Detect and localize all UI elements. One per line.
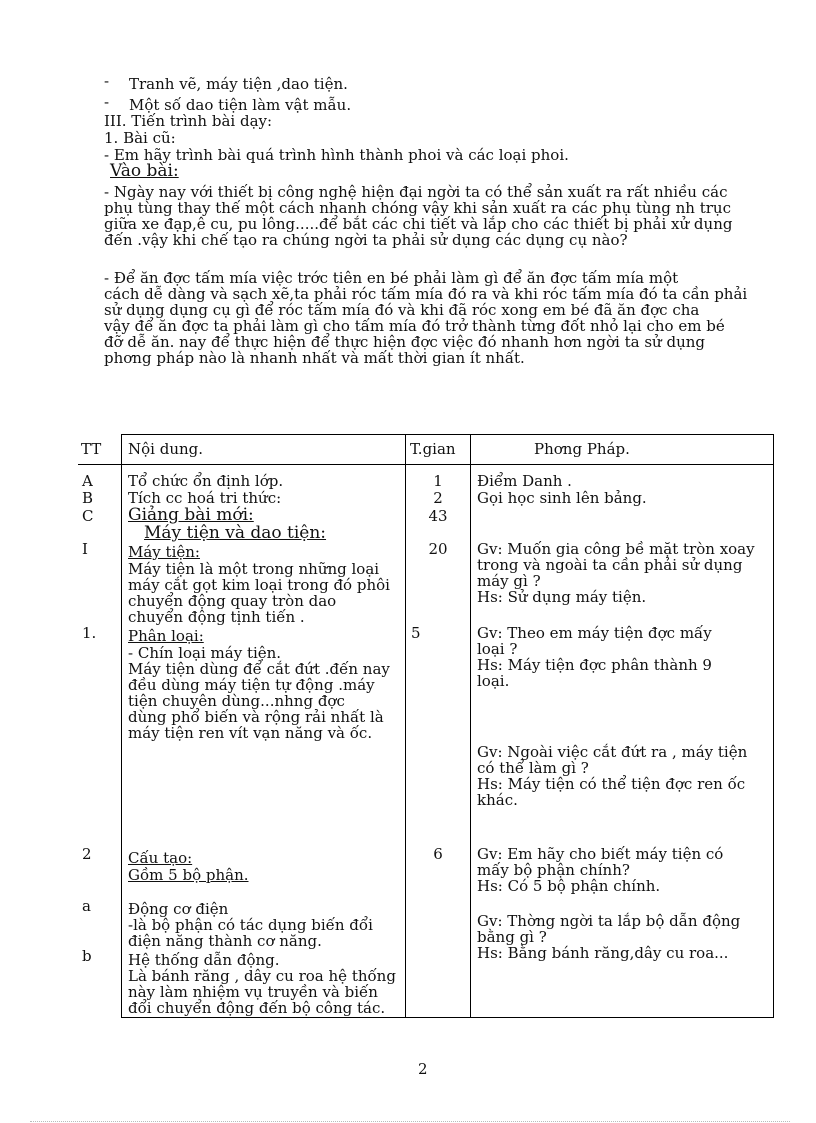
method-line: Hs: Máy tiện có thể tiện đợc ren ốc (477, 775, 746, 793)
paragraph-line: - Ngày nay với thiết bị công nghệ hiện đại ngời ta có thể sản xuất ra rất nhiều các (104, 183, 728, 201)
old-lesson-question: - Em hãy trình bài quá trình hình thành phoi và các loại phoi. (104, 146, 569, 164)
method-paragraph (477, 541, 755, 605)
table-right-border (773, 434, 774, 1018)
content-line: Máy tiện dùng để cắt đứt .đến nay (128, 660, 390, 678)
content-line: Động cơ điện (128, 900, 229, 918)
old-lesson-heading: 1. Bài cũ: (104, 129, 176, 147)
method-paragraph (477, 913, 740, 961)
row-label: 1. (82, 624, 97, 642)
content-paragraph (128, 645, 390, 741)
method-line: máy gì ? (477, 572, 541, 590)
page-number: 2 (418, 1060, 428, 1078)
content-title: Phân loại: (128, 627, 204, 645)
paragraph-line: - Để ăn đợc tấm mía việc trớc tiên en bé phải làm gì để ăn đợc tấm mía một (104, 269, 679, 287)
time-value: 6 (433, 845, 443, 863)
time-value: 1 (433, 472, 443, 490)
content-paragraph (128, 952, 396, 1016)
content-line: tiện chuyên dùng...nhng đợc (128, 692, 345, 710)
paragraph-line: phụ tùng thay thế một cách nhanh chóng vậy khi sản xuất ra các phụ tùng nh trục (104, 199, 731, 217)
table-column-divider (121, 434, 122, 1018)
content-title: Cấu tạo: (128, 849, 193, 867)
paragraph-line: cách dễ dàng và sạch xẽ,ta phải róc tấm mía đó ra và khi róc tấm mía đó ta cần phải (104, 285, 748, 303)
new-lesson-heading: Vào bài: (110, 161, 179, 181)
content-line: điện năng thành cơ năng. (128, 932, 322, 950)
bullet-item: Một số dao tiện làm vật mẫu. (129, 96, 352, 114)
method-line: Hs: Bằng bánh răng,dây cu roa... (477, 944, 729, 962)
content-title: Máy tiện: (128, 543, 200, 561)
content-line: dùng phổ biến và rộng rải nhất là (128, 708, 384, 726)
method-line: Hs: Có 5 bộ phận chính. (477, 877, 661, 895)
method-line: Gv: Muốn gia công bề mặt tròn xoay (477, 540, 755, 558)
method-line: Gv: Thờng ngời ta lắp bộ dẫn động (477, 912, 741, 930)
content-line: này làm nhiệm vụ truyền và biến (128, 983, 378, 1001)
paragraph-line: phơng pháp nào là nhanh nhất và mất thời gian ít nhất. (104, 349, 525, 367)
row-label: 2 (82, 845, 92, 863)
method-line: loại ? (477, 640, 518, 658)
content-item: Tích cc hoá tri thức: (128, 489, 282, 507)
page-edge-divider (30, 1121, 790, 1122)
table-top-border (121, 434, 774, 435)
row-label: a (82, 897, 91, 915)
content-line: Là bánh răng , dây cu roa hệ thống (128, 967, 396, 985)
paragraph-line: đến .vậy khi chế tạo ra chúng ngời ta phải sử dụng các dụng cụ nào? (104, 231, 628, 249)
method-line: Gv: Theo em máy tiện đợc mấy (477, 624, 712, 642)
content-line: máy tiện ren vít vạn năng và ốc. (128, 724, 373, 742)
method-line: khác. (477, 791, 518, 809)
content-item: Tổ chức ổn định lớp. (128, 472, 284, 490)
paragraph-line: sử dụng dụng cụ gì để róc tấm mía đó và khi đã róc xong em bé đã ăn đợc cha (104, 301, 700, 319)
content-line: Máy tiện là một trong những loại (128, 560, 380, 578)
header-time: T.gian (410, 440, 456, 458)
row-label: I (82, 540, 88, 558)
row-label: C (82, 507, 94, 525)
method-paragraph (477, 846, 723, 894)
content-line: đều dùng máy tiện tự động .máy (128, 676, 375, 694)
content-subheading: Máy tiện và dao tiện: (144, 523, 327, 543)
table-column-divider (470, 434, 471, 1018)
method-line: loại. (477, 672, 510, 690)
time-value: 43 (428, 507, 448, 525)
header-tt: TT (81, 440, 102, 458)
time-value: 5 (411, 624, 421, 642)
method-line: có thể làm gì ? (477, 759, 589, 777)
content-line: đổi chuyển động đến bộ công tác. (128, 999, 386, 1017)
method-paragraph (477, 744, 747, 808)
content-paragraph (128, 561, 390, 625)
content-line: -là bộ phận có tác dụng biến đổi (128, 916, 373, 934)
row-label: B (82, 489, 94, 507)
paragraph-line: vậy để ăn đợc ta phải làm gì cho tấm mía đó trở thành từng đốt nhỏ lại cho em bé (104, 317, 725, 335)
table-bottom-border (121, 1017, 774, 1018)
method-line: Gv: Em hãy cho biết máy tiện có (477, 845, 724, 863)
time-value: 20 (428, 540, 448, 558)
method-item: Điểm Danh . (477, 472, 572, 490)
method-line: trong và ngoài ta cần phải sử dụng (477, 556, 743, 574)
bullet-item: Tranh vẽ, máy tiện ,dao tiện. (129, 75, 348, 93)
method-line: bằng gì ? (477, 928, 547, 946)
method-paragraph (477, 625, 712, 689)
method-line: Gv: Ngoài việc cắt đứt ra , máy tiện (477, 743, 748, 761)
table-header-border (78, 464, 774, 465)
bullet-dash: - (104, 93, 110, 111)
time-value: 2 (433, 489, 443, 507)
content-line: Hệ thống dẫn động. (128, 951, 280, 969)
method-line: Hs: Sử dụng máy tiện. (477, 588, 647, 606)
paragraph-line: giữa xe đạp,ê cu, pu lông.....để bắt các chi tiết và lắp cho các thiết bị phải xử dụng (104, 215, 733, 233)
content-subtitle: Gồm 5 bộ phận. (128, 866, 249, 884)
content-line: - Chín loại máy tiện. (128, 644, 282, 662)
paragraph-line: đỡ dễ ăn. nay để thực hiện để thực hiện đợc việc đó nhanh hơn ngời ta sử dụng (104, 333, 705, 351)
method-item: Gọi học sinh lên bảng. (477, 489, 647, 507)
content-line: máy cắt gọt kim loại trong đó phôi (128, 576, 390, 594)
intro-paragraph-1 (104, 184, 732, 248)
intro-paragraph-2 (104, 270, 747, 366)
section-heading: III. Tiến trình bài dạy: (104, 112, 273, 130)
row-label: b (82, 947, 92, 965)
header-content: Nội dung. (128, 440, 204, 458)
content-paragraph (128, 901, 373, 949)
method-line: mấy bộ phận chính? (477, 861, 630, 879)
content-line: chuyển động tịnh tiến . (128, 608, 305, 626)
header-method: Phơng Pháp. (534, 440, 630, 458)
method-line: Hs: Máy tiện đợc phân thành 9 (477, 656, 712, 674)
row-label: A (82, 472, 93, 490)
content-heading: Giảng bài mới: (128, 505, 254, 525)
content-line: chuyển động quay tròn dao (128, 592, 337, 610)
bullet-dash: - (104, 72, 110, 90)
